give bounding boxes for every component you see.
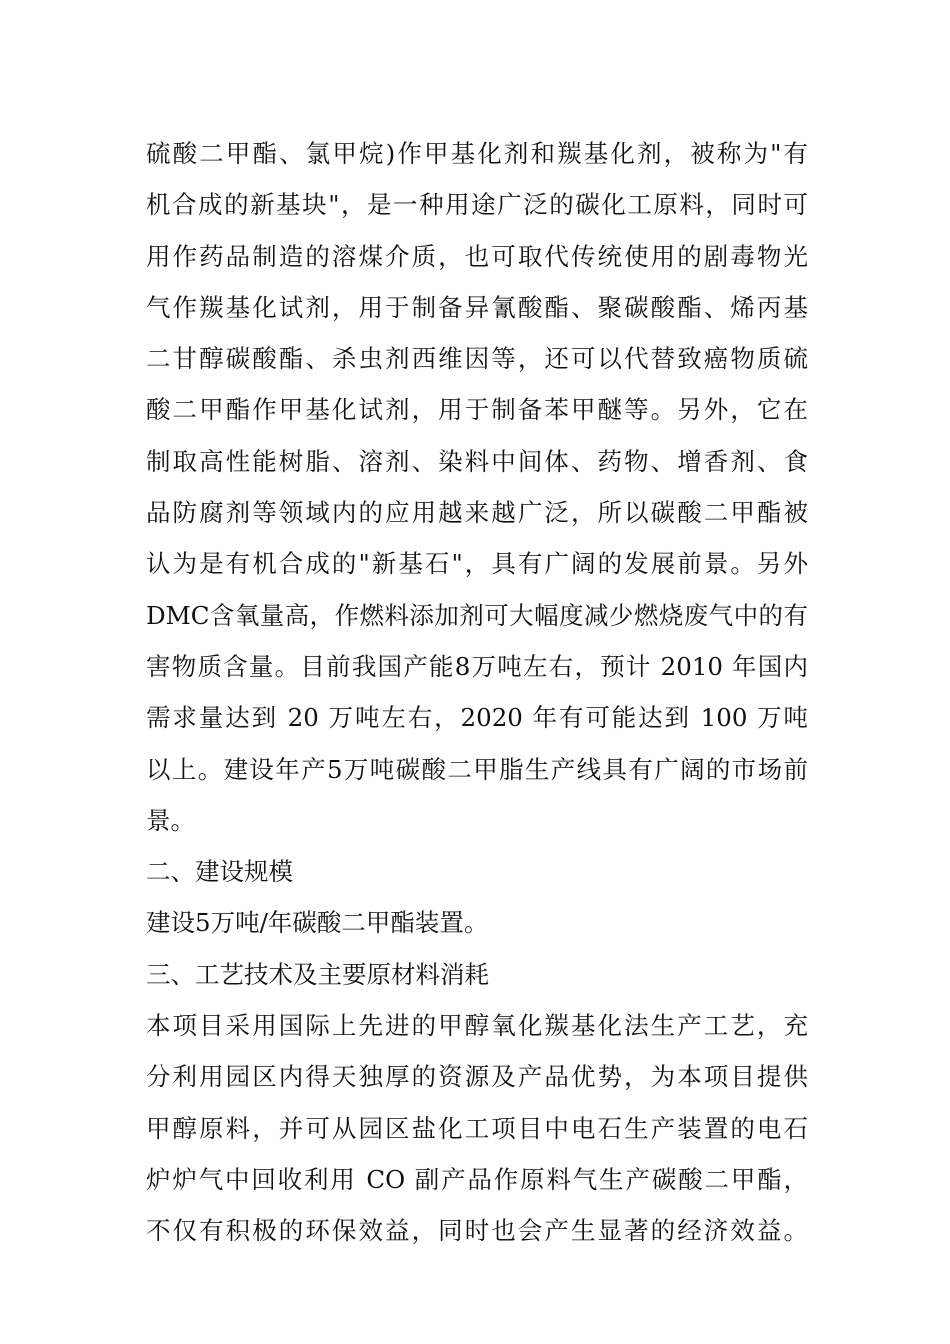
text-line: 酸二甲酯作甲基化试剂，用于制备苯甲醚等。另外，它在 (146, 395, 808, 425)
text-line: 景。 (146, 805, 195, 835)
text-line: DMC含氧量高，作燃料添加剂可大幅度减少燃烧废气中的有 (146, 600, 808, 630)
text-line: 以上。建设年产5万吨碳酸二甲脂生产线具有广阔的市场前 (146, 754, 808, 784)
paragraph-process-technology (146, 1000, 808, 1256)
text-line: 害物质含量。目前我国产能8万吨左右，预计 2010 年国内 (146, 651, 808, 681)
text-line: 认为是有机合成的"新基石"，具有广阔的发展前景。另外 (146, 549, 808, 579)
section-heading-process-technology: 三、工艺技术及主要原材料消耗 (146, 959, 489, 989)
text-line: 二甘醇碳酸酯、杀虫剂西维因等，还可以代替致癌物质硫 (146, 344, 808, 374)
paragraph-market-prospects (146, 128, 808, 846)
text-line: 本项目采用国际上先进的甲醇氧化羰基化法生产工艺，充 (146, 1011, 808, 1041)
paragraph-construction-scale: 建设5万吨/年碳酸二甲酯装置。 (146, 908, 489, 938)
text-line: 不仅有积极的环保效益，同时也会产生显著的经济效益。 (146, 1216, 808, 1246)
text-line: 用作药品制造的溶煤介质，也可取代传统使用的剧毒物光 (146, 241, 808, 271)
text-line: 炉炉气中回收利用 CO 副产品作原料气生产碳酸二甲酯， (146, 1164, 808, 1194)
section-heading-construction-scale: 二、建设规模 (146, 857, 293, 887)
text-line: 需求量达到 20 万吨左右，2020 年有可能达到 100 万吨 (146, 703, 808, 733)
text-line: 甲醇原料，并可从园区盐化工项目中电石生产装置的电石 (146, 1113, 808, 1143)
text-line: 硫酸二甲酯、氯甲烷)作甲基化剂和羰基化剂，被称为"有 (146, 139, 808, 168)
text-line: 制取高性能树脂、溶剂、染料中间体、药物、增香剂、食 (146, 446, 808, 476)
text-line: 品防腐剂等领域内的应用越来越广泛，所以碳酸二甲酯被 (146, 498, 808, 528)
text-line: 气作羰基化试剂，用于制备异氰酸酯、聚碳酸酯、烯丙基 (146, 292, 808, 322)
text-line: 机合成的新基块"，是一种用途广泛的碳化工原料，同时可 (146, 190, 808, 220)
text-line: 分利用园区内得天独厚的资源及产品优势，为本项目提供 (146, 1062, 808, 1092)
document-body (146, 128, 808, 1257)
